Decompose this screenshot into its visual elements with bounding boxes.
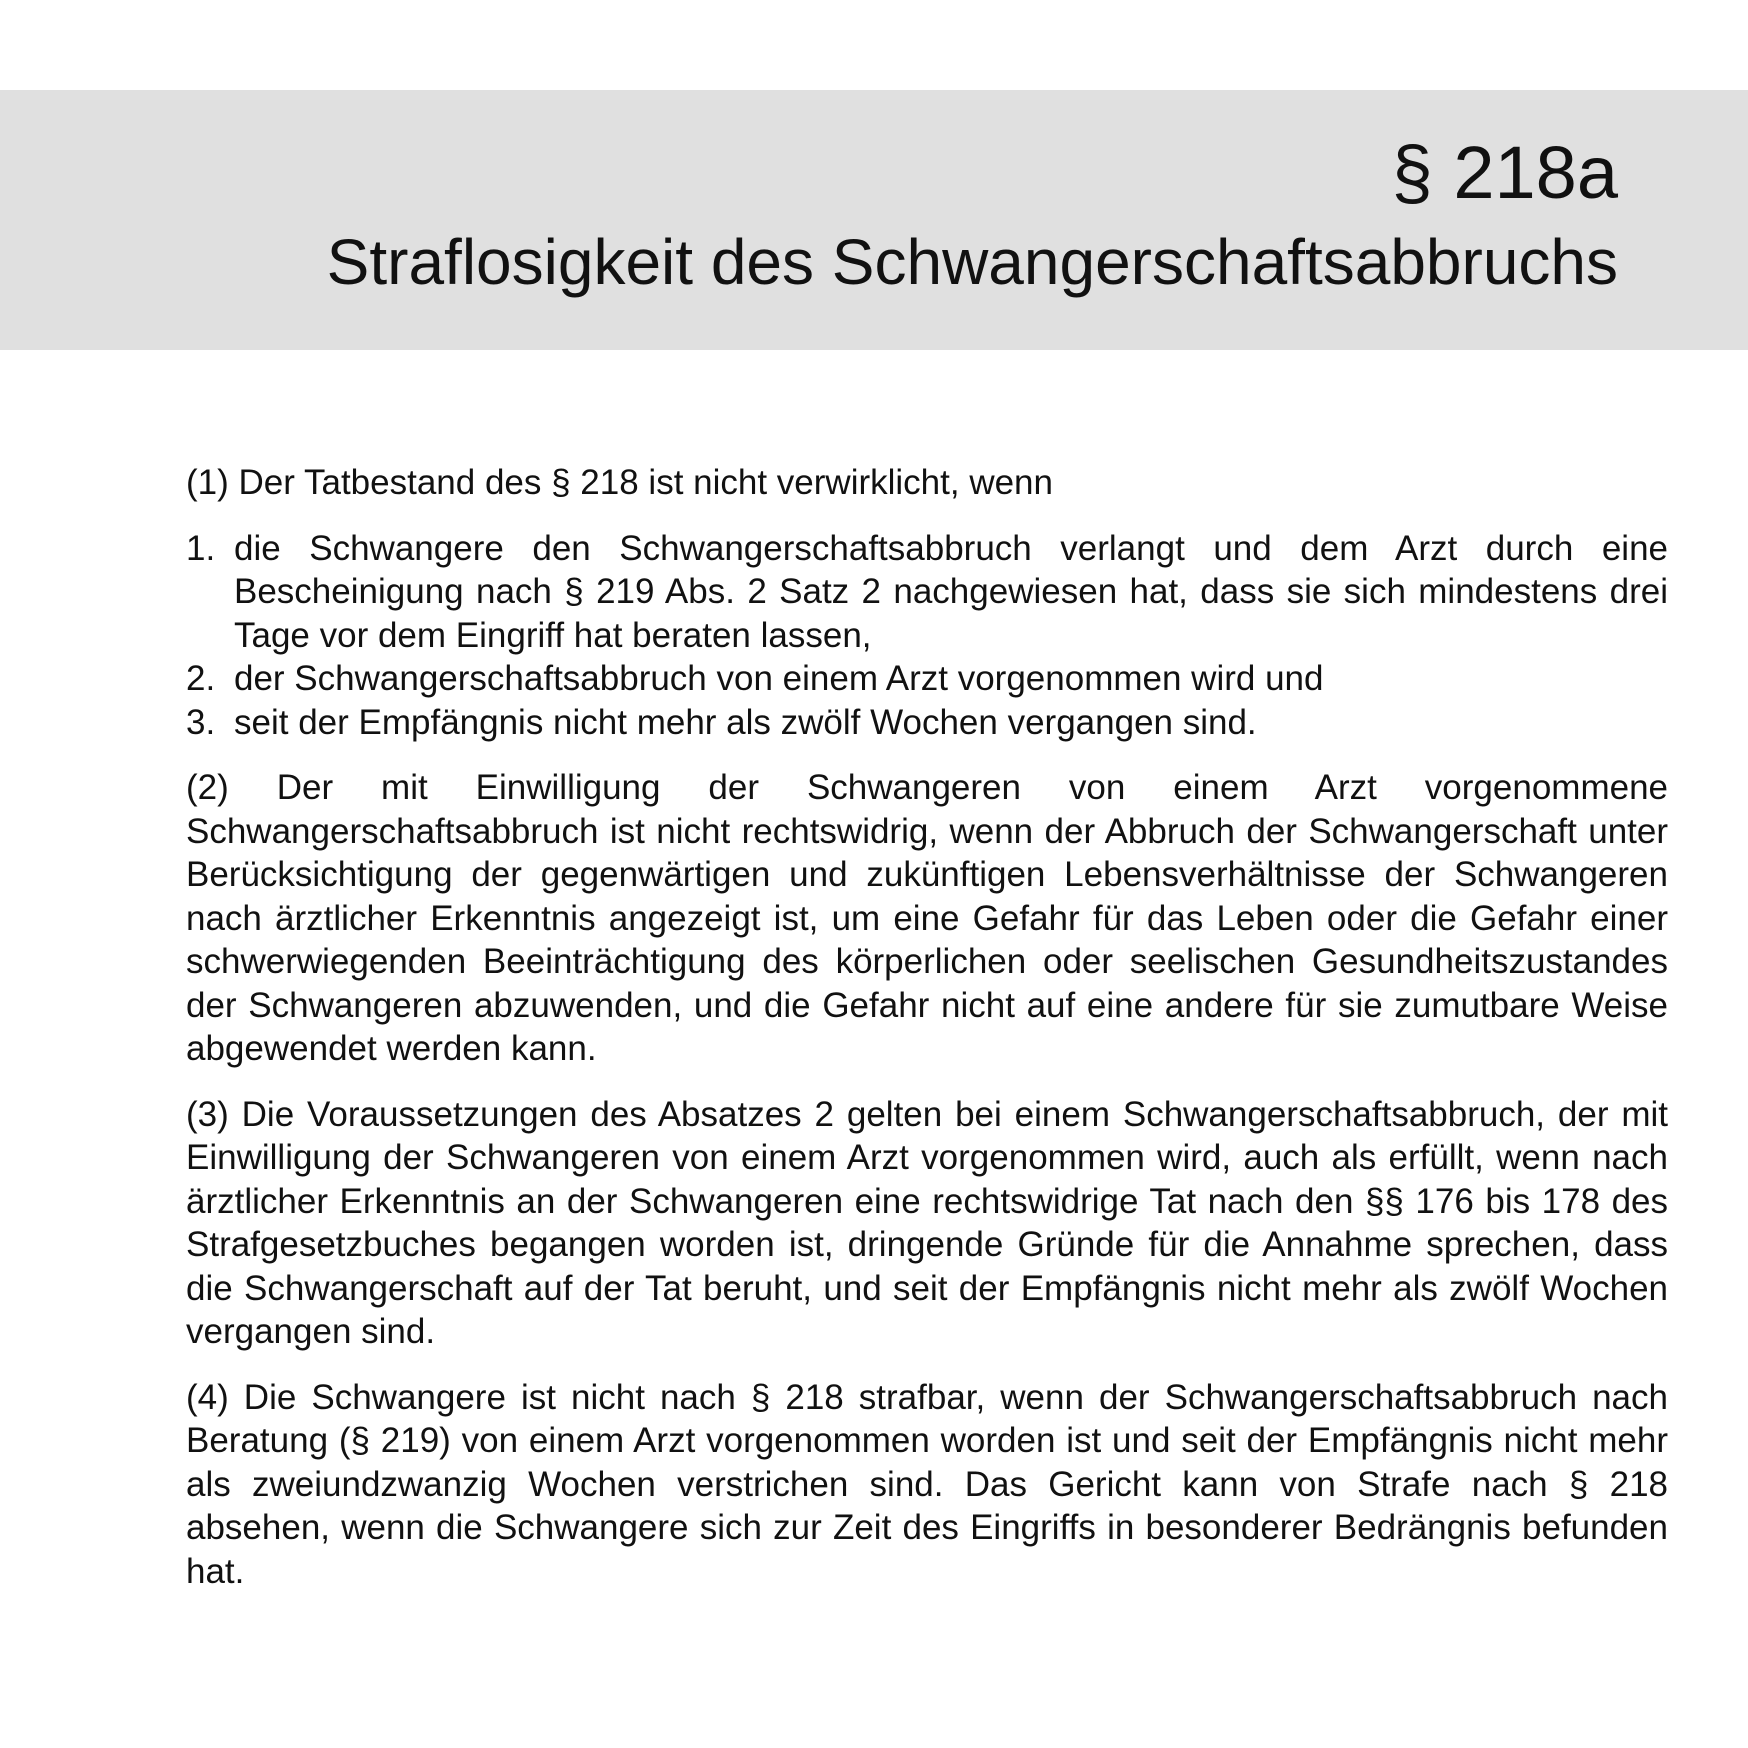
header-band	[0, 90, 1748, 350]
list-item	[186, 527, 1668, 658]
paragraph-2: (2) Der mit Einwilligung der Schwangeren von einem Arzt vorgenommene Schwangerschaftsabbruch ist nicht rechtswidrig, wenn der Abbruch der Schwangerschaft unter Berücksichtigung der gegenwärtigen und zukünftigen Lebensverhältnisse der Schwangeren nach ärztlicher Erkenntnis angezeigt ist, um eine Gefahr für das Leben oder die Gefahr einer schwerwiegenden Beeinträchtigung des körperlichen oder seelischen Gesundheitszustandes der Schwangeren abzuwenden, und die Gefahr nicht auf eine andere für sie zumutbare Weise abgewendet werden kann.	[186, 768, 1668, 1068]
list-item-number: 1.	[186, 528, 216, 568]
section-title: Straflosigkeit des Schwangerschaftsabbruchs	[326, 226, 1618, 298]
condition-list	[186, 527, 1668, 745]
paragraph-1-intro: (1) Der Tatbestand des § 218 ist nicht verwirklicht, wenn	[186, 463, 1053, 502]
list-item-text: der Schwangerschaftsabbruch von einem Arzt vorgenommen wird und	[234, 659, 1324, 698]
list-item-text: die Schwangere den Schwangerschaftsabbruch verlangt und dem Arzt durch eine Bescheinigung nach § 219 Abs. 2 Satz 2 nachgewiesen hat, dass sie sich mindestens drei Tage vor dem Eingriff hat beraten lassen,	[234, 528, 1668, 655]
list-item	[186, 657, 1668, 701]
list-item-number: 2.	[186, 659, 216, 698]
list-item	[186, 701, 1668, 745]
paragraph-3: (3) Die Voraussetzungen des Absatzes 2 gelten bei einem Schwangerschaftsabbruch, der mit Einwilligung der Schwangeren von einem Arzt vorgenommen wird, auch als erfüllt, wenn nach ärztlicher Erkenntnis an der Schwangeren eine rechtswidrige Tat nach den §§ 176 bis 178 des Strafgesetzbuches begangen worden ist, dringende Gründe für die Annahme sprechen, dass die Schwangerschaft auf der Tat beruht, und seit der Empfängnis nicht mehr als zwölf Wochen vergangen sind.	[186, 1094, 1668, 1351]
list-item-text: seit der Empfängnis nicht mehr als zwölf Wochen vergangen sind.	[234, 702, 1257, 742]
section-number: § 218a	[1391, 131, 1618, 214]
list-item-number: 3.	[186, 702, 216, 742]
paragraph-4: (4) Die Schwangere ist nicht nach § 218 strafbar, wenn der Schwangerschaftsabbruch nach Beratung (§ 219) von einem Arzt vorgenommen worden ist und seit der Empfängnis nicht mehr als zweiundzwanzig Wochen verstrichen sind. Das Gericht kann von Strafe nach § 218 absehen, wenn die Schwangere sich zur Zeit des Eingriffs in besonderer Bedrängnis befunden hat.	[186, 1377, 1668, 1591]
document-body	[186, 461, 1668, 1615]
